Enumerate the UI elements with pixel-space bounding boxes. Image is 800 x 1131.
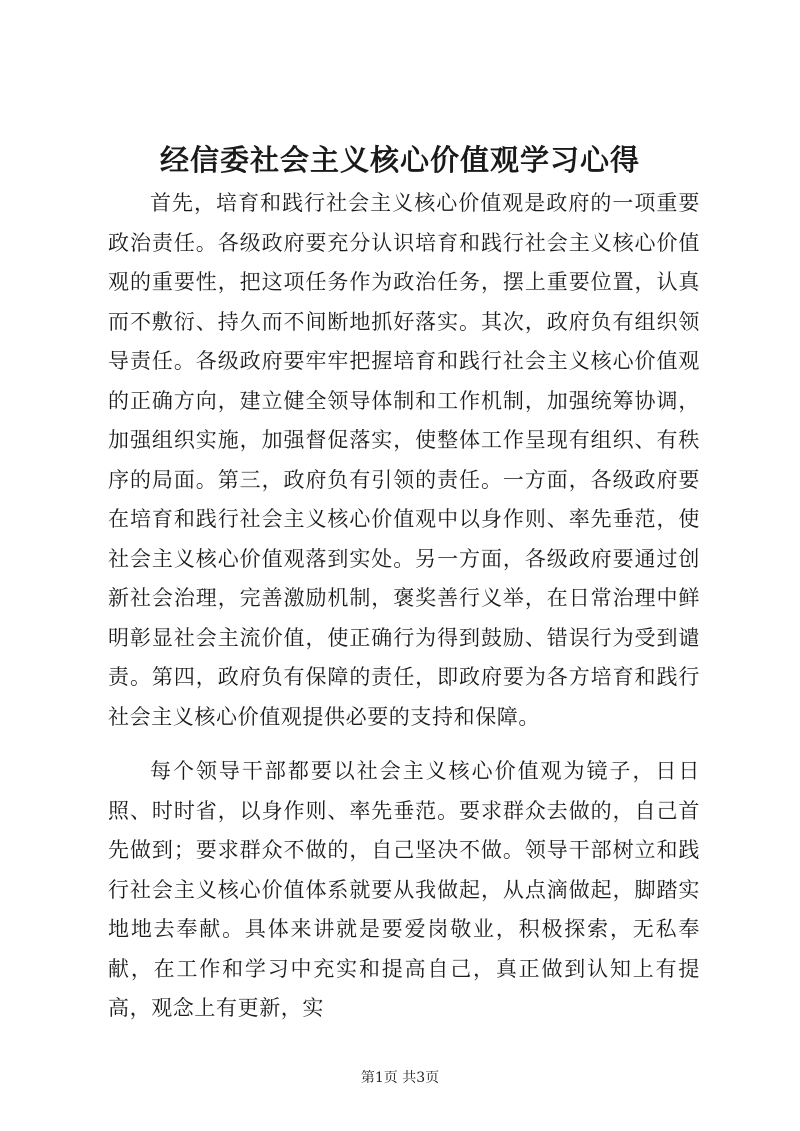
paragraph-1: 首先，培育和践行社会主义核心价值观是政府的一项重要政治责任。各级政府要充分认识培育和践行社会主义核心价值观的重要性，把这项任务作为政治任务，摆上重要位置，认真而不敷衍、持久而不间断地抓好落实。其次，政府负有组织领导责任。各级政府要牢牢把握培育和践行社会主义核心价值观的正确方向，建立健全领导体制和工作机制，加强统筹协调，加强组织实施，加强督促落实，使整体工作呈现有组织、有秩序的局面。第三，政府负有引领的责任。一方面，各级政府要在培育和践行社会主义核心价值观中以身作则、率先垂范，使社会主义核心价值观落到实处。另一方面，各级政府要通过创新社会治理，完善激励机制，褒奖善行义举，在日常治理中鲜明彰显社会主流价值，使正确行为得到鼓励、错误行为受到谴责。第四，政府负有保障的责任，即政府要为各方培育和践行社会主义核心价值观提供必要的支持和保障。 [108, 191, 700, 729]
document-title: 经信委社会主义核心价值观学习心得 [159, 143, 640, 177]
page-number-footer: 第1页 共3页 [360, 1070, 440, 1086]
document-body [108, 184, 700, 1044]
paragraph-2: 每个领导干部都要以社会主义核心价值观为镜子，日日照、时时省，以身作则、率先垂范。要求群众去做的，自己首先做到；要求群众不做的，自己坚决不做。领导干部树立和践行社会主义核心价值体系就要从我做起，从点滴做起，脚踏实地地去奉献。具体来讲就是要爱岗敬业，积极探索，无私奉献，在工作和学习中充实和提高自己，真正做到认知上有提高，观念上有更新，实 [108, 759, 700, 1020]
